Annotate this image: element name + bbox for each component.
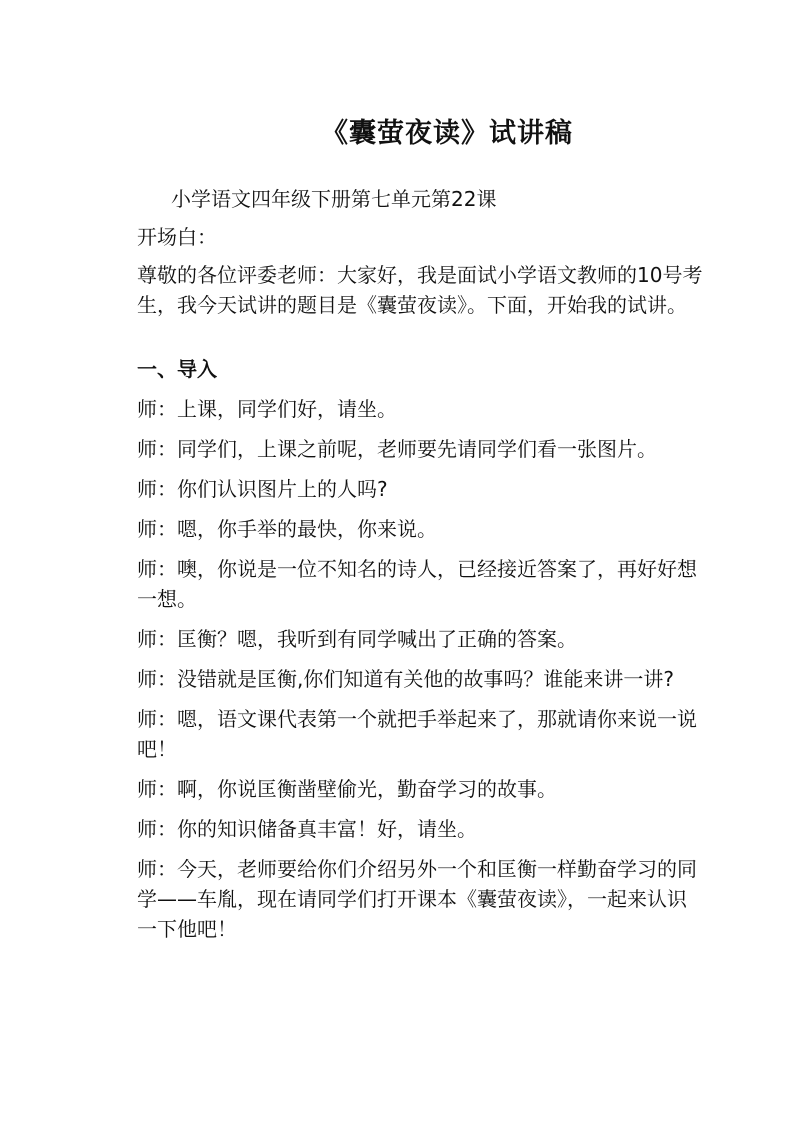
section-heading-intro: 一、导入 (137, 357, 217, 381)
dialogue-line: 师：上课，同学们好，请坐。 (137, 397, 397, 421)
dialogue-line: 师：匡衡？嗯，我听到有同学喊出了正确的答案。 (137, 627, 577, 651)
document-title: 《囊萤夜读》试讲稿 (321, 118, 573, 149)
dialogue-line: 师：今天，老师要给你们介绍另外一个和匡衡一样勤奋学习的同学——车胤，现在请同学们打开课本《囊萤夜读》，一起来认识一下他吧！ (137, 857, 697, 941)
document-body (137, 184, 705, 954)
opening-label: 开场白： (137, 225, 217, 249)
dialogue-line: 师：嗯，你手举的最快，你来说。 (137, 517, 437, 541)
dialogue-line: 师：没错就是匡衡,你们知道有关他的故事吗？谁能来讲一讲? (137, 667, 674, 691)
dialogue-line: 师：噢，你说是一位不知名的诗人，已经接近答案了，再好好想一想。 (137, 557, 697, 611)
dialogue-line: 师：你们认识图片上的人吗? (137, 477, 388, 501)
dialogue-line: 师：同学们，上课之前呢，老师要先请同学们看一张图片。 (137, 437, 657, 461)
intro-paragraph: 尊敬的各位评委老师：大家好，我是面试小学语文教师的10号考生，我今天试讲的题目是《囊萤夜读》。下面，开始我的试讲。 (137, 263, 703, 317)
dialogue-line: 师：你的知识储备真丰富！好，请坐。 (137, 817, 477, 841)
lesson-subtitle: 小学语文四年级下册第七单元第22课 (171, 187, 497, 211)
dialogue-line: 师：嗯，语文课代表第一个就把手举起来了，那就请你来说一说吧！ (137, 707, 697, 761)
dialogue-line: 师：啊，你说匡衡凿壁偷光，勤奋学习的故事。 (137, 777, 557, 801)
